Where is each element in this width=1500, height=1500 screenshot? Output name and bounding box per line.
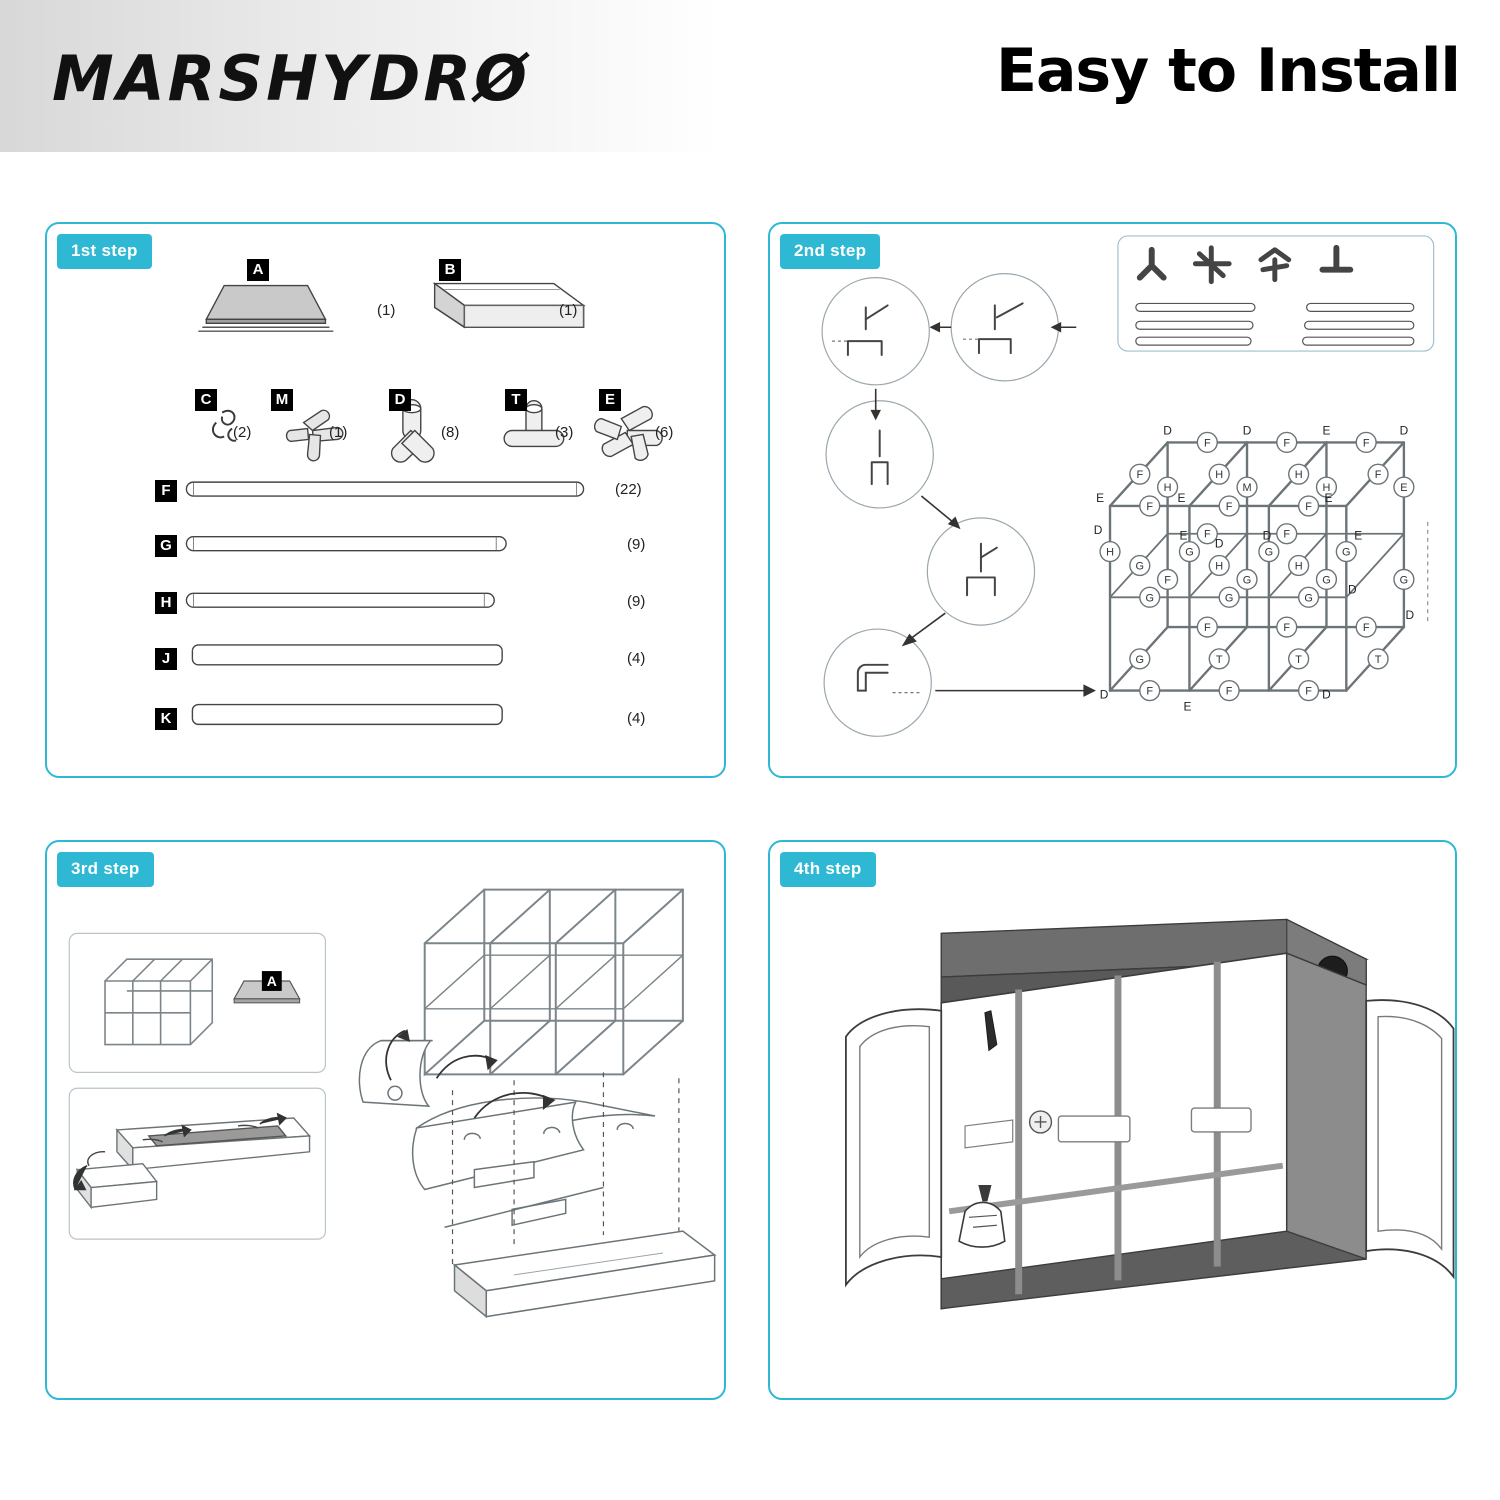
step-panel-4 xyxy=(768,840,1457,1400)
svg-text:E: E xyxy=(1324,490,1333,505)
svg-text:T: T xyxy=(1374,653,1382,666)
svg-text:F: F xyxy=(1136,469,1144,482)
part-j-shape xyxy=(192,645,502,665)
svg-text:G: G xyxy=(1399,574,1409,587)
tent-door-left xyxy=(846,1009,941,1285)
svg-text:F: F xyxy=(1203,528,1211,541)
svg-text:F: F xyxy=(1203,437,1211,450)
part-qty-c: (2) xyxy=(233,424,252,441)
svg-text:G: G xyxy=(1185,546,1194,559)
part-k-shape xyxy=(192,705,502,725)
part-qty-g: (9) xyxy=(627,536,646,553)
step-label-1: 1st step xyxy=(57,234,152,269)
svg-text:F: F xyxy=(1283,528,1291,541)
brand-logo-text: MARSHYDRØ xyxy=(52,42,530,115)
part-badge-t: T xyxy=(505,389,527,411)
part-badge-e: E xyxy=(599,389,621,411)
svg-text:G: G xyxy=(1135,560,1145,573)
svg-text:F: F xyxy=(1225,685,1233,698)
svg-text:H: H xyxy=(1163,482,1172,495)
svg-text:F: F xyxy=(1146,685,1154,698)
svg-text:G: G xyxy=(1242,574,1252,587)
svg-text:H: H xyxy=(1215,469,1224,482)
svg-text:F: F xyxy=(1283,622,1291,635)
svg-text:F: F xyxy=(1305,500,1312,513)
part-qty-e: (6) xyxy=(655,424,674,441)
step-label-3: 3rd step xyxy=(57,852,154,887)
part-badge-d: D xyxy=(389,389,411,411)
step3-inset-badge-letter: A xyxy=(266,972,277,989)
step2-illustration xyxy=(770,224,1455,776)
svg-text:H: H xyxy=(1294,469,1303,482)
svg-text:H: H xyxy=(1294,560,1303,573)
svg-text:E: E xyxy=(1354,528,1363,543)
part-qty-d: (8) xyxy=(441,424,460,441)
part-g-shape xyxy=(186,537,506,551)
interior-panel-2 xyxy=(1191,1108,1251,1132)
step-label-4: 4th step xyxy=(780,852,876,887)
page-header xyxy=(0,0,1500,152)
svg-text:G: G xyxy=(1224,592,1234,605)
svg-text:E: E xyxy=(1400,482,1408,495)
svg-text:D: D xyxy=(1322,687,1331,702)
svg-text:G: G xyxy=(1135,653,1145,666)
svg-text:F: F xyxy=(1283,437,1291,450)
svg-text:F: F xyxy=(1225,500,1233,513)
svg-text:D: D xyxy=(1405,608,1415,623)
svg-text:F: F xyxy=(1146,500,1154,513)
page-headline: Easy to Install xyxy=(995,36,1460,106)
part-qty-t: (3) xyxy=(555,424,574,441)
brand-logo xyxy=(52,44,632,114)
svg-text:F: F xyxy=(1374,469,1382,482)
step-panel-2 xyxy=(768,222,1457,778)
svg-text:F: F xyxy=(1362,622,1370,635)
svg-text:G: G xyxy=(1322,574,1331,587)
svg-text:G: G xyxy=(1304,592,1313,605)
part-badge-f: F xyxy=(155,480,177,502)
part-qty-b: (1) xyxy=(559,302,578,319)
part-badge-j: J xyxy=(155,648,177,670)
svg-text:E: E xyxy=(1177,490,1186,505)
svg-text:E: E xyxy=(1183,699,1192,714)
svg-text:D: D xyxy=(1242,423,1252,438)
part-a-shape xyxy=(198,286,333,332)
step3-tray xyxy=(455,1231,715,1316)
part-f-shape xyxy=(186,482,583,496)
svg-text:D: D xyxy=(1093,522,1103,537)
tent-body xyxy=(941,953,1366,1308)
part-qty-k: (4) xyxy=(627,710,646,727)
svg-text:F: F xyxy=(1362,437,1370,450)
part-qty-m: (1) xyxy=(329,424,348,441)
step3-frame xyxy=(425,890,683,1075)
svg-text:D: D xyxy=(1163,423,1172,438)
part-qty-f: (22) xyxy=(615,481,642,498)
part-badge-k: K xyxy=(155,708,177,730)
part-badge-b: B xyxy=(439,259,461,281)
interior-knob xyxy=(1030,1111,1052,1133)
part-badge-g: G xyxy=(155,535,177,557)
svg-text:G: G xyxy=(1145,592,1154,605)
tent-door-right xyxy=(1366,1000,1453,1277)
svg-text:E: E xyxy=(1179,528,1188,543)
svg-text:D: D xyxy=(1399,423,1409,438)
svg-text:H: H xyxy=(1322,482,1331,495)
part-e-shape xyxy=(595,407,663,461)
svg-text:G: G xyxy=(1342,546,1351,559)
step-label-2: 2nd step xyxy=(780,234,880,269)
svg-text:T: T xyxy=(1295,653,1302,666)
part-h-shape xyxy=(186,593,494,607)
svg-text:E: E xyxy=(1322,423,1331,438)
part-badge-c: C xyxy=(195,389,217,411)
svg-text:D: D xyxy=(1214,536,1224,551)
svg-text:D: D xyxy=(1099,687,1109,702)
part-qty-j: (4) xyxy=(627,650,646,667)
part-badge-h: H xyxy=(155,592,177,614)
interior-panel-1 xyxy=(1058,1116,1129,1142)
step-panel-1 xyxy=(45,222,726,778)
svg-text:H: H xyxy=(1215,560,1224,573)
step-panel-3 xyxy=(45,840,726,1400)
part-badge-m: M xyxy=(271,389,293,411)
svg-text:T: T xyxy=(1215,653,1223,666)
step4-illustration xyxy=(770,842,1455,1398)
part-qty-a: (1) xyxy=(377,302,396,319)
svg-text:F: F xyxy=(1305,685,1312,698)
svg-text:D: D xyxy=(1347,582,1357,597)
svg-text:F: F xyxy=(1164,574,1171,587)
svg-text:E: E xyxy=(1096,490,1105,505)
svg-text:F: F xyxy=(1203,622,1211,635)
svg-text:G: G xyxy=(1264,546,1274,559)
svg-text:M: M xyxy=(1242,482,1252,495)
part-qty-h: (9) xyxy=(627,593,646,610)
step3-illustration xyxy=(47,842,724,1398)
svg-text:D: D xyxy=(1262,528,1272,543)
part-badge-a: A xyxy=(247,259,269,281)
step3-fabric xyxy=(359,1041,655,1228)
svg-text:H: H xyxy=(1106,546,1114,559)
